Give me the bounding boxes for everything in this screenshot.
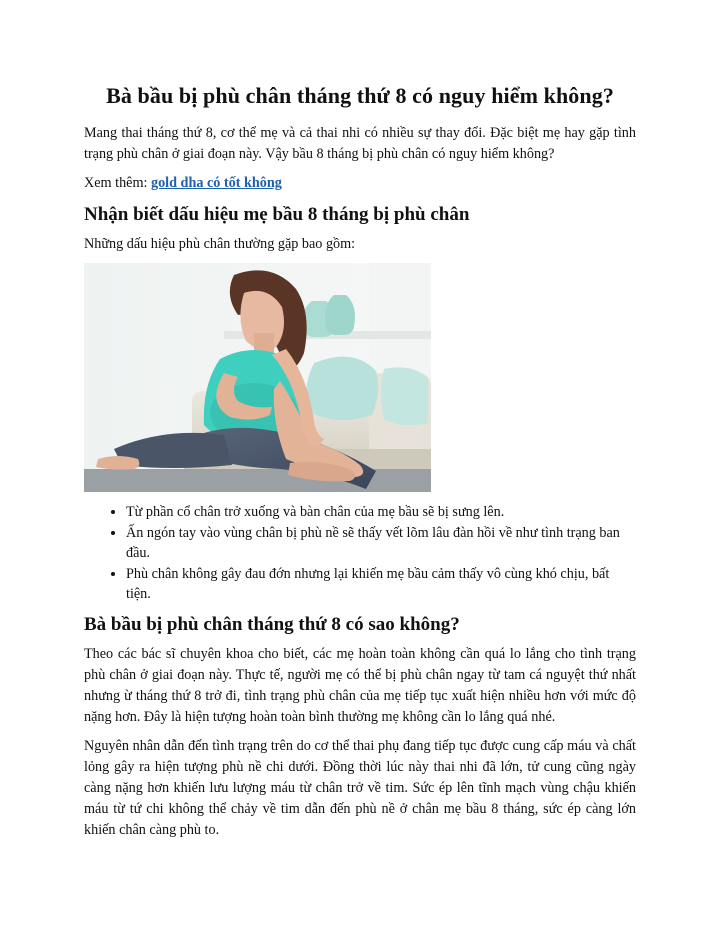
section-heading-signs: Nhận biết dấu hiệu mẹ bầu 8 tháng bị phù chân [84,204,470,225]
see-also-prefix: Xem thêm: [84,175,151,191]
body-paragraph: Theo các bác sĩ chuyên khoa cho biết, các mẹ hoàn toàn không cần quá lo lắng cho tình trạng phù chân ở giai đoạn này. Thực tế, người mẹ có thể bị phù chân ngay từ tam cá nguyệt thứ nhất nhưng ừ tháng thứ 8 trở đi, tình trạng phù chân của mẹ tiếp tục xuất hiện nhiều hơn với mức độ nặng hơn. Đây là hiện tượng hoàn toàn bình thường mẹ không cần lo lắng quá nhé. [84,646,636,725]
signs-lead: Những dấu hiệu phù chân thường gặp bao gồm: [84,236,356,252]
see-also-link[interactable]: gold dha có tốt không [150,175,282,191]
body-paragraph: Nguyên nhân dẫn đến tình trạng trên do cơ thể thai phụ đang tiếp tục được cung cấp máu và chất lỏng gây ra hiện tượng phù nề chi dưới. Đồng thời lúc này thai nhi đã lớn, tử cung cũng ngày càng nặng hơn khiến lưu lượng máu từ chân trở về tim. Sức ép lên tĩnh mạch vùng chậu khiến máu từ tứ chi không thể chảy về tim dẫn đến phù nề ở chân mẹ bầu 8 tháng, sức ép càng lớn khiến chân càng phù to. [84,738,636,838]
intro-paragraph: Mang thai tháng thứ 8, cơ thể mẹ và cả thai nhi có nhiều sự thay đổi. Đặc biệt mẹ hay gặp tình trạng phù chân ở giai đoạn này. Vậy bầu 8 tháng bị phù chân có nguy hiểm không? [84,125,636,162]
see-also-line [84,173,636,194]
list-item: • Ấn ngón tay vào vùng chân bị phù nề sẽ thấy vết lõm lâu đàn hồi về như tình trạng ban đầu. [126,523,636,563]
article [84,82,636,849]
signs-list [84,502,636,604]
article-title: Bà bầu bị phù chân tháng thứ 8 có nguy hiểm không? [106,83,614,108]
pregnant-woman-photo [84,263,431,492]
list-item: • Từ phần cổ chân trở xuống và bàn chân của mẹ bầu sẽ bị sưng lên. [126,502,636,522]
section-heading-is-it-dangerous: Bà bầu bị phù chân tháng thứ 8 có sao không? [84,614,460,635]
list-item: • Phù chân không gây đau đớn nhưng lại khiến mẹ bầu cảm thấy vô cùng khó chịu, bất tiện. [126,564,636,604]
